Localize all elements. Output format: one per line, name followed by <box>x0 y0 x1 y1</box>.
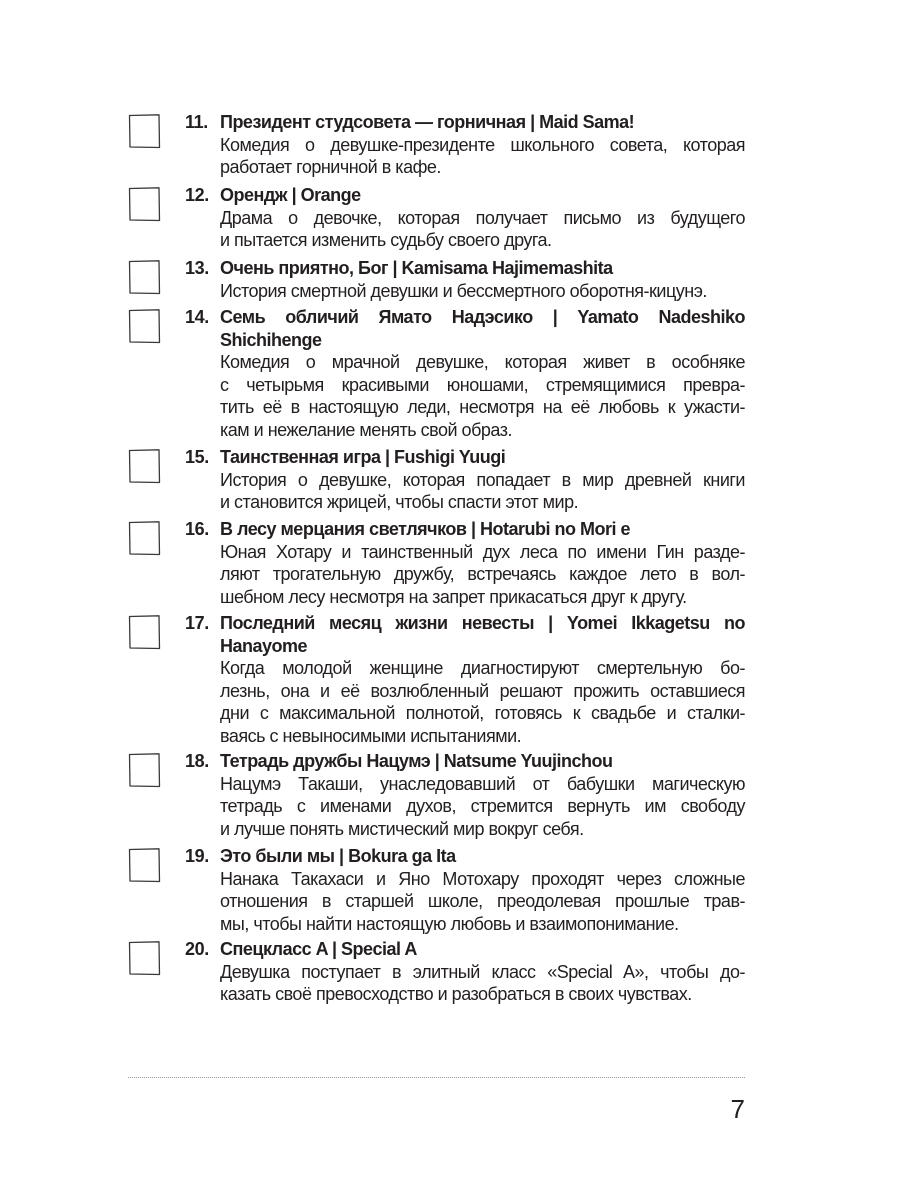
item-number: 12. <box>185 185 209 205</box>
item-title: В лесу мерцания светлячков | Hotarubi no Mori e <box>220 519 630 539</box>
item-title: Орендж | Orange <box>220 185 361 205</box>
item-description: шебном лесу несмотря на запрет прикасаться друг к другу. <box>220 586 687 607</box>
page-number: 7 <box>730 1094 745 1124</box>
item-description: отношения в старшей школе, преодолевая прошлые трав- <box>220 891 745 911</box>
item-number: 16. <box>185 519 209 539</box>
checkbox[interactable] <box>128 940 162 976</box>
item-title: Hanayome <box>220 635 308 656</box>
item-description: ляют трогательную дружбу, встречаясь каждое лето в вол- <box>220 564 745 584</box>
item-description: дни с максимальной полнотой, готовясь к свадьбе и сталки- <box>220 703 745 723</box>
item-title: Shichihenge <box>220 329 322 350</box>
checkbox[interactable] <box>128 614 162 650</box>
item-number: 11. <box>185 112 208 132</box>
item-description: и становится жрицей, чтобы спасти этот мир. <box>220 492 579 512</box>
item-description: с четырьмя красивыми юношами, стремящимися превра- <box>220 374 745 395</box>
checkbox[interactable] <box>128 448 162 484</box>
checkbox[interactable] <box>128 847 162 883</box>
item-title: Тетрадь дружбы Нацумэ | Natsume Yuujinchou <box>220 751 613 771</box>
item-description: ваясь с невыносимыми испытаниями. <box>220 725 522 746</box>
item-title: Спецкласс A | Special A <box>220 939 417 959</box>
item-number: 13. <box>185 258 209 278</box>
item-number: 15. <box>185 447 209 467</box>
item-description: мы, чтобы найти настоящую любовь и взаимопонимание. <box>220 913 679 934</box>
item-title: Таинственная игра | Fushigi Yuugi <box>220 447 506 467</box>
checkbox[interactable] <box>128 520 162 556</box>
checkbox[interactable] <box>128 308 162 344</box>
item-title: Президент студсовета — горничная | Maid Sama! <box>220 112 635 132</box>
item-description: Нанака Такахаси и Яно Мотохару проходят через сложные <box>220 868 745 889</box>
item-title: Это были мы | Bokura ga Ita <box>220 846 456 866</box>
item-title: Очень приятно, Бог | Kamisama Hajimemashita <box>220 258 613 278</box>
item-description: лезнь, она и её возлюбленный решают прожить оставшиеся <box>220 680 745 701</box>
item-number: 14. <box>185 307 209 327</box>
item-description: и пытается изменить судьбу своего друга. <box>220 230 552 250</box>
item-description: тетрадь с именами духов, стремится вернуть им свободу <box>220 796 745 816</box>
item-description: работает горничной в кафе. <box>220 157 441 177</box>
item-description: казать своё превосходство и разобраться в своих чувствах. <box>220 984 692 1004</box>
item-number: 20. <box>185 939 209 959</box>
checkbox[interactable] <box>128 752 162 788</box>
item-description: Нацумэ Такаши, унаследовавший от бабушки магическую <box>220 773 745 794</box>
item-description: История смертной девушки и бессмертного оборотня-кицунэ. <box>220 280 707 301</box>
checkbox[interactable] <box>128 186 162 222</box>
dotted-divider <box>128 1077 745 1078</box>
item-number: 17. <box>185 613 209 633</box>
item-title: Семь обличий Ямато Надэсико | Yamato Nadeshiko <box>220 307 745 327</box>
item-description: и лучше понять мистический мир вокруг себя. <box>220 818 584 839</box>
item-description: Юная Хотару и таинственный дух леса по имени Гин разде- <box>220 541 745 562</box>
item-description: Девушка поступает в элитный класс «Special A», чтобы до- <box>220 961 745 982</box>
checkbox[interactable] <box>128 113 162 149</box>
item-number: 19. <box>185 846 209 866</box>
item-description: Комедия о мрачной девушке, которая живет в особняке <box>220 352 745 372</box>
item-description: Комедия о девушке-президенте школьного совета, которая <box>220 134 745 155</box>
item-description: Когда молодой женщине диагностируют смертельную бо- <box>220 658 745 678</box>
item-description: Драма о девочке, которая получает письмо из будущего <box>220 207 745 228</box>
item-number: 18. <box>185 751 209 771</box>
item-description: тить её в настоящую леди, несмотря на её любовь к ужасти- <box>220 397 745 417</box>
item-description: кам и нежелание менять свой образ. <box>220 419 512 440</box>
item-title: Последний месяц жизни невесты | Yomei Ikkagetsu no <box>220 613 745 633</box>
item-description: История о девушке, которая попадает в мир древней книги <box>220 469 745 490</box>
checkbox[interactable] <box>128 259 162 295</box>
